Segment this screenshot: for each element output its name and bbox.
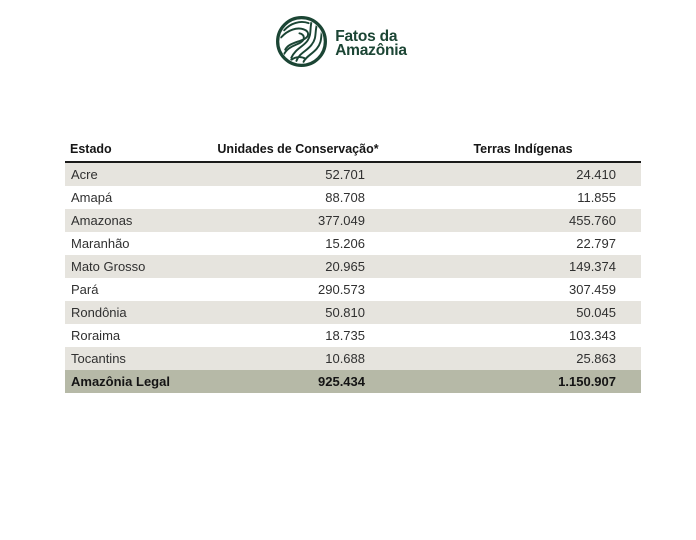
cell-terras-indigenas: 149.374 (569, 259, 616, 274)
states-data-table (65, 142, 641, 393)
brand-name-line2: Amazônia (335, 42, 407, 59)
column-header-unidades-conservacao: Unidades de Conservação* (217, 142, 379, 156)
cell-estado: Tocantins (71, 351, 126, 366)
cell-unidades-conservacao: 377.049 (318, 213, 365, 228)
cell-estado: Maranhão (71, 236, 130, 251)
table-row (65, 163, 641, 186)
cell-terras-indigenas: 455.760 (569, 213, 616, 228)
cell-unidades-conservacao: 18.735 (325, 328, 365, 343)
cell-estado: Roraima (71, 328, 121, 343)
table-body (65, 163, 641, 393)
cell-unidades-conservacao: 15.206 (325, 236, 365, 251)
table-row (65, 301, 641, 324)
cell-terras-indigenas: 24.410 (576, 167, 616, 182)
cell-terras-indigenas: 1.150.907 (558, 374, 616, 389)
cell-estado: Acre (71, 167, 98, 182)
total-row-amazonia-legal (65, 370, 641, 393)
cell-unidades-conservacao: 10.688 (325, 351, 365, 366)
cell-estado: Amazônia Legal (71, 374, 170, 389)
table-row (65, 232, 641, 255)
cell-terras-indigenas: 103.343 (569, 328, 616, 343)
column-header-estado: Estado (70, 142, 112, 156)
cell-terras-indigenas: 307.459 (569, 282, 616, 297)
cell-unidades-conservacao: 50.810 (325, 305, 365, 320)
amazon-river-contours-icon (275, 15, 328, 73)
cell-estado: Mato Grosso (71, 259, 146, 274)
table-row (65, 324, 641, 347)
cell-terras-indigenas: 25.863 (576, 351, 616, 366)
cell-unidades-conservacao: 925.434 (318, 374, 365, 389)
table-row (65, 278, 641, 301)
cell-estado: Amazonas (71, 213, 133, 228)
table-header-row (65, 142, 641, 163)
brand-name-line1: Fatos da (335, 27, 398, 45)
cell-unidades-conservacao: 52.701 (325, 167, 365, 182)
cell-unidades-conservacao: 20.965 (325, 259, 365, 274)
cell-estado: Rondônia (71, 305, 127, 320)
table-row (65, 186, 641, 209)
cell-estado: Pará (71, 282, 99, 297)
cell-estado: Amapá (71, 190, 113, 205)
cell-unidades-conservacao: 290.573 (318, 282, 365, 297)
table-row (65, 209, 641, 232)
column-header-terras-indigenas: Terras Indígenas (473, 142, 573, 156)
cell-terras-indigenas: 11.855 (577, 190, 616, 205)
cell-terras-indigenas: 50.045 (576, 305, 616, 320)
table-row (65, 255, 641, 278)
brand-name (335, 27, 407, 59)
cell-terras-indigenas: 22.797 (576, 236, 616, 251)
brand-logo[interactable] (0, 15, 682, 73)
cell-unidades-conservacao: 88.708 (325, 190, 365, 205)
table-row (65, 347, 641, 370)
